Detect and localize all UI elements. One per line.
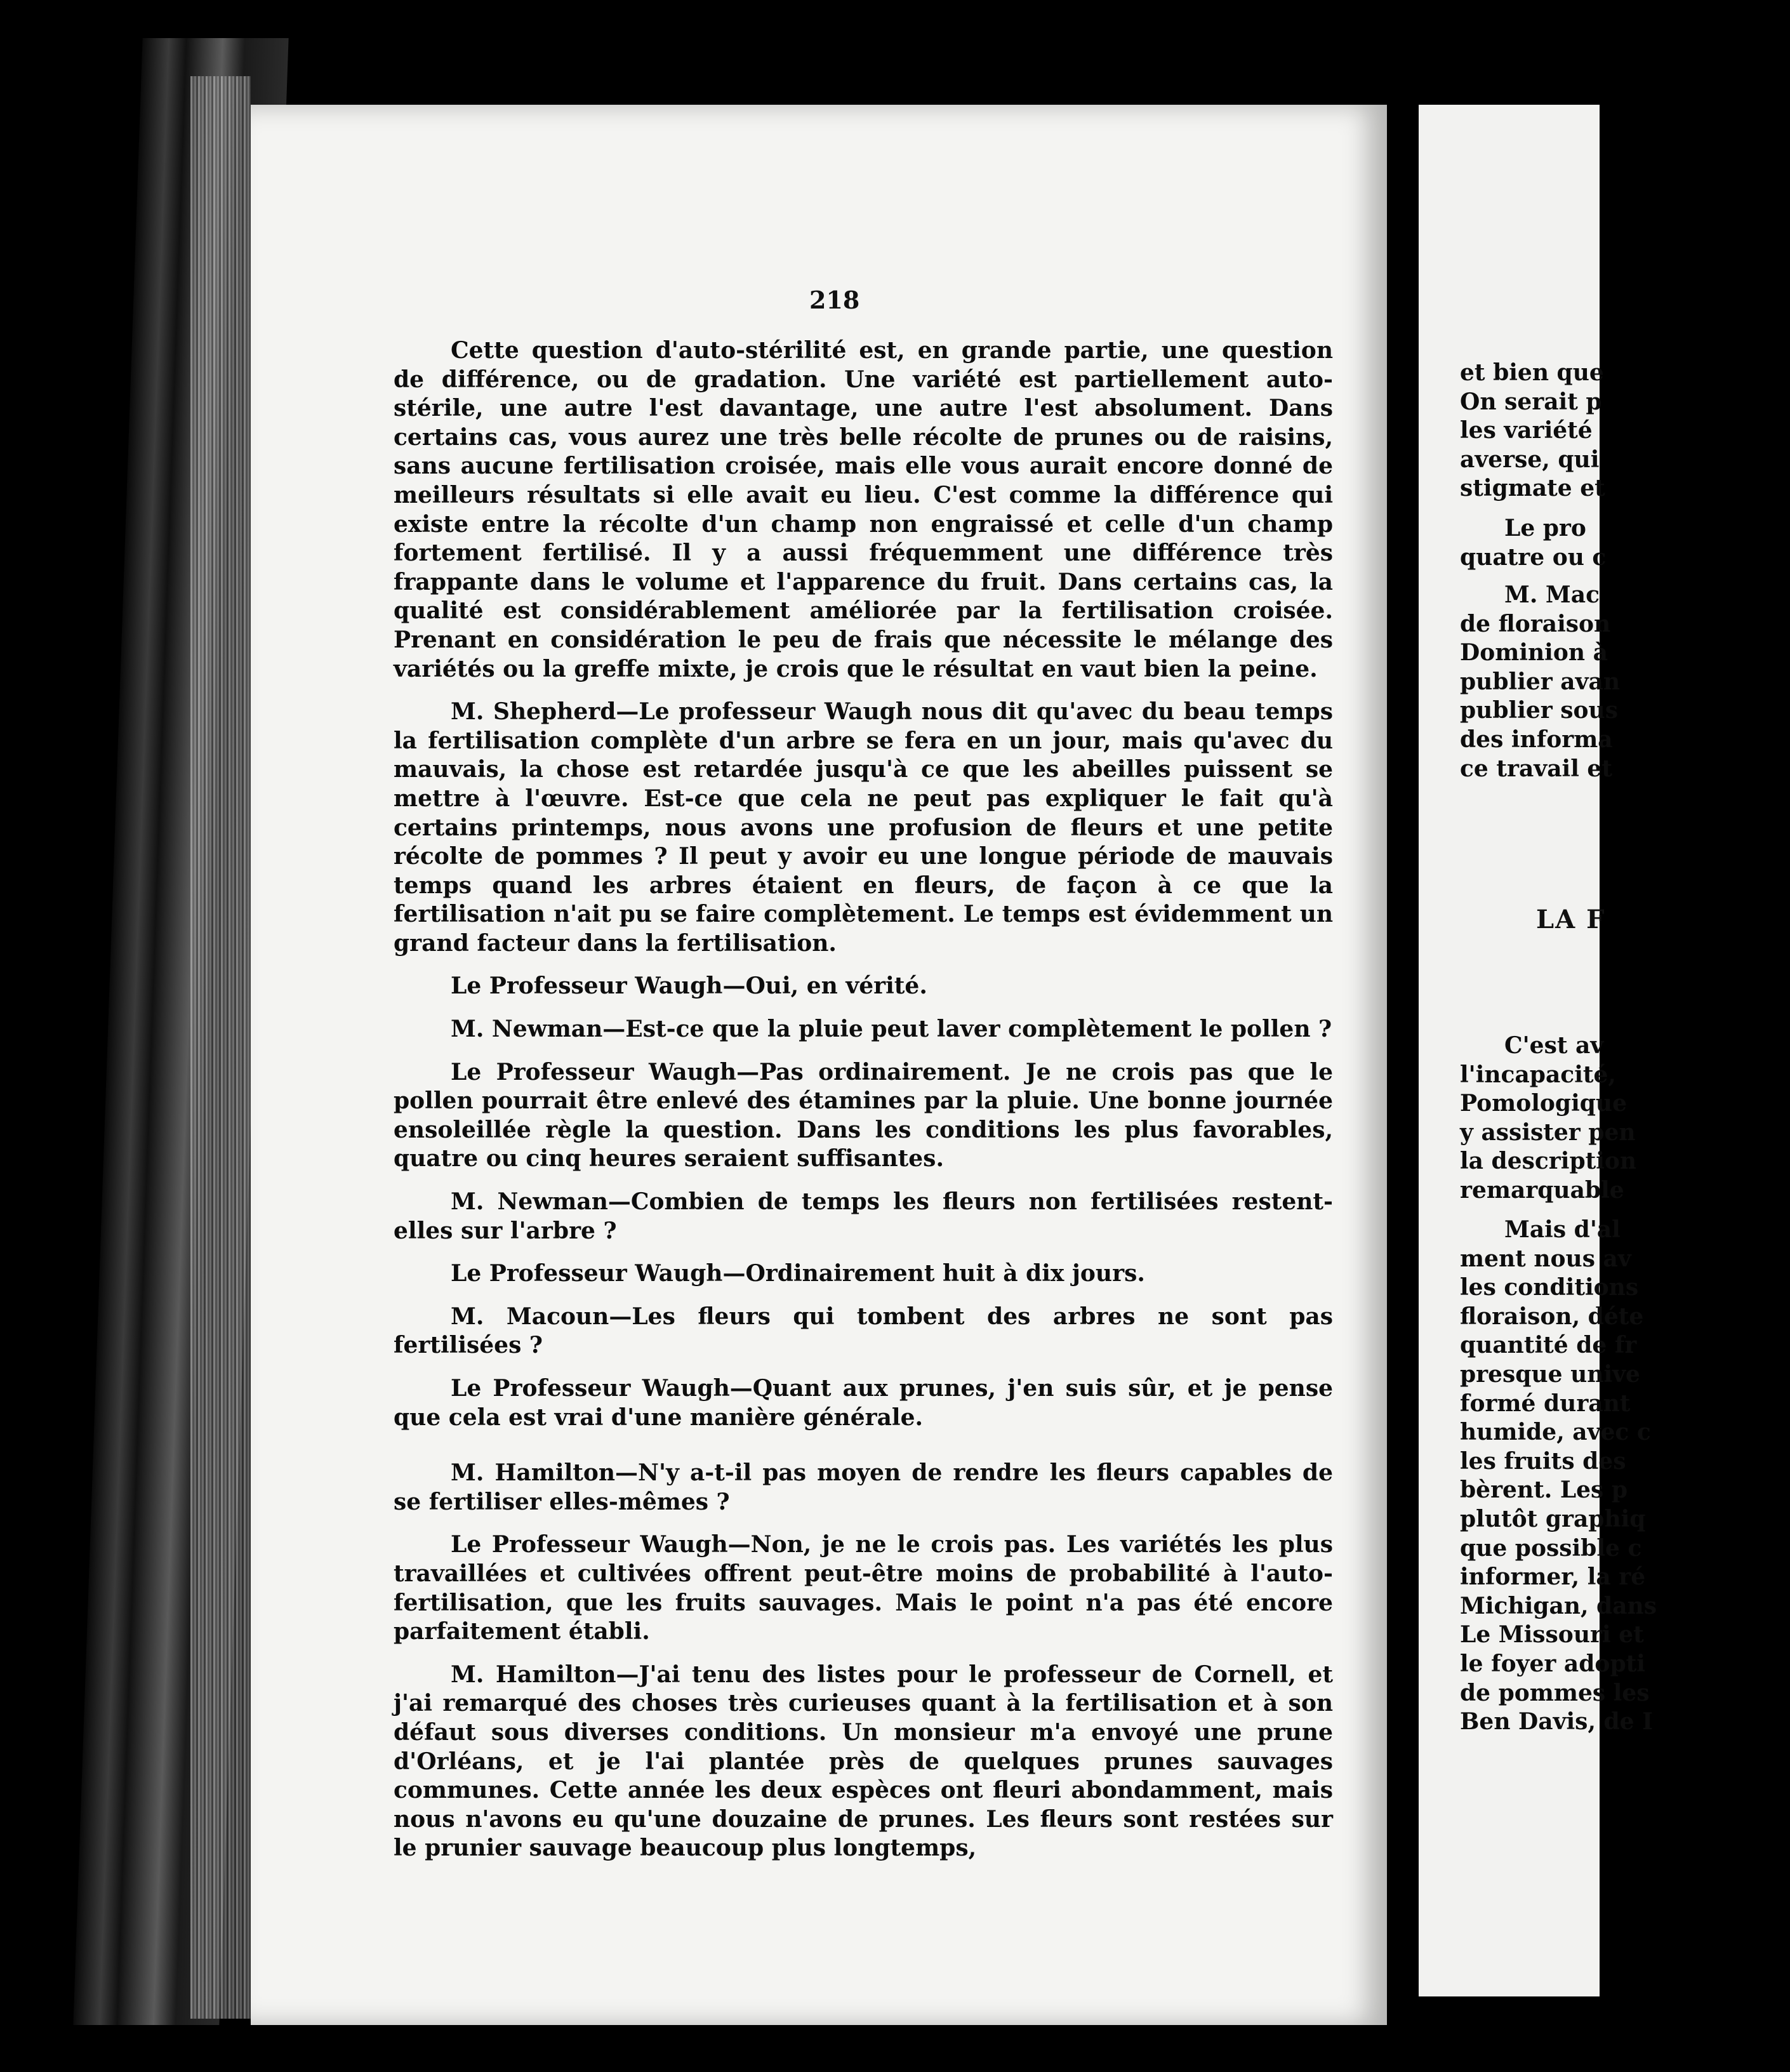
text-line: quantité de fr [1460,1332,1637,1359]
right-page-text [1460,1216,1790,1737]
text-line: humide, avec c [1460,1419,1651,1446]
text-line: ce travail et [1460,755,1612,782]
text-line: stigmate et [1460,475,1605,502]
text-line: Le pro [1504,515,1586,541]
book-gutter [1387,95,1419,2038]
text-line: On serait p [1460,388,1602,415]
ink-blot [1387,181,1415,225]
paragraph: M. Newman—Combien de temps les fleurs non fertilisées restent-elles sur l'arbre ? [394,1188,1333,1244]
paragraph: M. Macoun—Les fleurs qui tombent des arbres ne sont pas fertilisées ? [394,1303,1333,1359]
text-line: quatre ou c [1460,543,1607,571]
text-line: Dominion à [1460,639,1608,667]
right-page-text [1460,359,1790,503]
bottom-edge [0,2025,1600,2072]
paragraph: Le Professeur Waugh—Ordinairement huit à dix jours. [451,1260,1145,1287]
text-line: informer, la ré [1460,1564,1646,1591]
text-line: des informa [1460,726,1613,753]
text-line: l'incapacité, [1460,1061,1616,1088]
text-line: formé durant [1460,1390,1631,1417]
paragraph: Cette question d'auto-stérilité est, en grande partie, une question de différence, ou de gradation. Une variété est partiellement auto-stérile, une autre l'est davantage, une autre l'est absolument. Dans certains cas, vous aurez une très belle récolte de prunes ou de raisins, sans aucune fertilisation croisée, mais elle vous aurait encore donné de meilleurs résultats si elle avait eu lieu. C'est comme la différence qui existe entre la récolte d'un champ non engraissé et celle d'un champ fortement fertilisé. Il y a aussi fréquemment une différence très frappante dans le volume et l'apparence du fruit. Dans certains cas, la qualité est considérablement améliorée par la fertilisation croisée. Prenant en considération le peu de frais que nécessite le mélange des variétés ou la greffe mixte, je crois que le résultat en vaut bien la peine. [394,337,1333,682]
text-line: la description [1460,1148,1637,1175]
text-line: les variété [1460,417,1593,444]
paragraph: Le Professeur Waugh—Oui, en vérité. [451,973,927,1000]
text-line: C'est av [1504,1032,1604,1059]
right-page-text [1460,514,1790,572]
text-line: y assister pen [1460,1119,1636,1146]
text-line: plutôt graphiq [1460,1505,1646,1532]
text-line: de floraison [1460,610,1611,637]
text-line: le foyer adopti [1460,1650,1645,1677]
page-stack-edge [190,76,251,2019]
right-page-text [1460,581,1790,783]
text-line: remarquable [1460,1176,1624,1204]
right-page-heading: LA F [1536,905,1606,934]
text-line: publier sous [1460,697,1618,724]
text-line: Ben Davis, de I [1460,1708,1653,1736]
text-line: Le Missouri et [1460,1621,1644,1649]
paragraph: M. Shepherd—Le professeur Waugh nous dit qu'avec du beau temps la fertilisation complète d'un arbre se fera en un jour, mais qu'avec du mauvais, la chose est retardée jusqu'à ce que les abeilles puissent se mettre à l'œuvre. Est-ce que cela ne peut pas expliquer le fait qu'à certains printemps, nous avons une profusion de fleurs et une petite récolte de pommes ? Il peut y avoir eu une longue période de mauvais temps quand les arbres étaient en fleurs, de façon à ce que la fertilisation n'ait pu se faire complètement. Le temps est évidemment un grand facteur dans la fertilisation. [394,698,1333,957]
text-line: presque unive [1460,1360,1640,1388]
paragraph: M. Hamilton—J'ai tenu des listes pour le professeur de Cornell, et j'ai remarqué des choses très curieuses quant à la fertilisation et à son défaut sous diverses conditions. Un monsieur m'a envoyé une prune d'Orléans, et je l'ai plantée près de quelques prunes sauvages communes. Cette année les deux espèces ont fleuri abondamment, mais nous n'avons eu qu'une douzaine de prunes. Les fleurs sont restées sur le prunier sauvage beaucoup plus longtemps, [394,1661,1333,1862]
text-line: floraison, déte [1460,1303,1644,1330]
text-line: de pommes les [1460,1679,1650,1706]
text-line: ment nous av [1460,1245,1631,1272]
paragraph: M. Newman—Est-ce que la pluie peut laver complètement le pollen ? [451,1016,1332,1043]
paragraph: Le Professeur Waugh—Pas ordinairement. Je ne crois pas que le pollen pourrait être enlevé des étamines par la pluie. Une bonne journée ensoleillée règle la question. Dans les conditions les plus favorables, quatre ou cinq heures seraient suffisantes. [394,1058,1333,1172]
paragraph: M. Hamilton—N'y a-t-il pas moyen de rendre les fleurs capables de se fertiliser elles-mêmes ? [394,1459,1333,1515]
text-line: M. Mac [1504,581,1600,608]
paragraph: Le Professeur Waugh—Quant aux prunes, j'en suis sûr, et je pense que cela est vrai d'une manière générale. [394,1375,1333,1431]
text-line: et bien que [1460,359,1604,386]
right-page-text [1460,1032,1790,1205]
text-line: Mais d'al [1504,1216,1621,1243]
page-number: 218 [809,286,860,314]
text-line: averse, qui [1460,446,1600,473]
text-line: publier avan [1460,668,1621,695]
body-text [394,336,1333,1877]
text-line: que possible c [1460,1534,1642,1562]
text-line: les conditions [1460,1274,1639,1301]
text-line: Michigan, dans [1460,1592,1657,1619]
text-line: les fruits des [1460,1447,1626,1475]
paragraph: Le Professeur Waugh—Non, je ne le crois pas. Les variétés les plus travaillées et cultivées offrent peut-être moins de probabilité à l'auto-fertilisation, que les fruits sauvages. Mais le point n'a pas été encore parfaitement établi. [394,1531,1333,1645]
text-line: bèrent. Les p [1460,1477,1628,1504]
text-line: Pomologique [1460,1090,1628,1117]
